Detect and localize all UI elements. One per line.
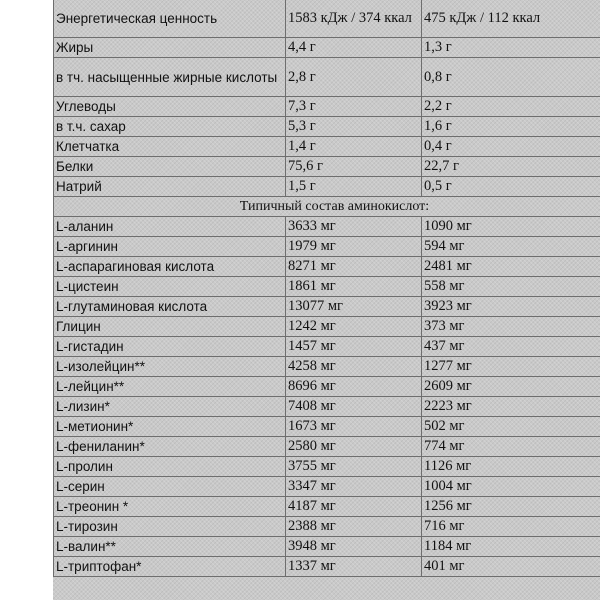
amino-acid-name: L-гистадин [54,337,286,357]
value-per-100g: 4,4 г [286,38,422,58]
table-row [54,137,600,157]
value-per-100g: 1457 мг [286,337,422,357]
table-row [54,557,600,577]
value-per-portion: 22,7 г [422,157,600,177]
amino-acid-name: L-треонин * [54,497,286,517]
value-per-100g: 2,8 г [286,58,422,97]
value-per-100g: 1979 мг [286,237,422,257]
value-per-100g: 8696 мг [286,377,422,397]
amino-acid-name: L-цистеин [54,277,286,297]
value-per-100g: 1242 мг [286,317,422,337]
value-per-portion: 475 кДж / 112 ккал [422,0,600,38]
value-per-100g: 2580 мг [286,437,422,457]
value-per-portion: 1090 мг [422,217,600,237]
value-per-portion: 1,6 г [422,117,600,137]
table-row [54,517,600,537]
table-row [54,497,600,517]
table-row [54,437,600,457]
table-row [54,457,600,477]
table-row [54,157,600,177]
amino-acid-name: L-глутаминовая кислота [54,297,286,317]
value-per-portion: 0,5 г [422,177,600,197]
table-row [54,217,600,237]
value-per-100g: 3755 мг [286,457,422,477]
value-per-portion: 1184 мг [422,537,600,557]
nutrition-table-body [54,0,600,577]
value-per-portion: 373 мг [422,317,600,337]
nutrient-name: Белки [54,157,286,177]
table-row [54,257,600,277]
amino-acid-name: L-серин [54,477,286,497]
table-row [54,297,600,317]
table-row [54,0,600,38]
table-row [54,117,600,137]
amino-acid-name: L-аспарагиновая кислота [54,257,286,277]
nutrition-table-panel [53,0,600,600]
value-per-portion: 1004 мг [422,477,600,497]
value-per-portion: 0,8 г [422,58,600,97]
amino-acid-name: Глицин [54,317,286,337]
table-row [54,337,600,357]
amino-acid-name: L-фениланин* [54,437,286,457]
nutrition-table [53,0,600,577]
value-per-portion: 3923 мг [422,297,600,317]
value-per-100g: 2388 мг [286,517,422,537]
table-row [54,397,600,417]
table-row [54,357,600,377]
table-row [54,277,600,297]
value-per-100g: 1673 мг [286,417,422,437]
table-row [54,317,600,337]
value-per-portion: 2481 мг [422,257,600,277]
value-per-100g: 1,4 г [286,137,422,157]
nutrient-name: Энергетическая ценность [54,0,286,38]
value-per-100g: 4187 мг [286,497,422,517]
value-per-100g: 3633 мг [286,217,422,237]
value-per-portion: 716 мг [422,517,600,537]
amino-acid-name: L-метионин* [54,417,286,437]
nutrient-name: Углеводы [54,97,286,117]
value-per-100g: 1,5 г [286,177,422,197]
amino-acid-name: L-пролин [54,457,286,477]
value-per-portion: 2223 мг [422,397,600,417]
value-per-100g: 1337 мг [286,557,422,577]
table-row [54,377,600,397]
value-per-portion: 2,2 г [422,97,600,117]
value-per-100g: 1861 мг [286,277,422,297]
amino-acid-name: L-лизин* [54,397,286,417]
amino-acid-name: L-лейцин** [54,377,286,397]
table-row [54,177,600,197]
value-per-100g: 8271 мг [286,257,422,277]
value-per-100g: 75,6 г [286,157,422,177]
value-per-portion: 774 мг [422,437,600,457]
value-per-portion: 558 мг [422,277,600,297]
amino-acid-name: L-тирозин [54,517,286,537]
value-per-100g: 7,3 г [286,97,422,117]
value-per-100g: 4258 мг [286,357,422,377]
value-per-100g: 3948 мг [286,537,422,557]
table-row [54,537,600,557]
amino-acid-section-header: Типичный состав аминокислот: [54,197,600,217]
value-per-portion: 0,4 г [422,137,600,157]
nutrient-name: в т.ч. сахар [54,117,286,137]
nutrient-name: Натрий [54,177,286,197]
amino-acid-name: L-валин** [54,537,286,557]
amino-acid-name: L-триптофан* [54,557,286,577]
value-per-portion: 594 мг [422,237,600,257]
value-per-100g: 7408 мг [286,397,422,417]
value-per-100g: 13077 мг [286,297,422,317]
table-row [54,58,600,97]
value-per-portion: 1126 мг [422,457,600,477]
value-per-portion: 502 мг [422,417,600,437]
table-row [54,97,600,117]
nutrient-name: в тч. насыщенные жирные кислоты [54,58,286,97]
table-row [54,477,600,497]
value-per-portion: 437 мг [422,337,600,357]
value-per-100g: 1583 кДж / 374 ккал [286,0,422,38]
section-header-row [54,197,600,217]
amino-acid-name: L-изолейцин** [54,357,286,377]
amino-acid-name: L-аргинин [54,237,286,257]
table-row [54,237,600,257]
table-row [54,417,600,437]
value-per-portion: 2609 мг [422,377,600,397]
value-per-100g: 5,3 г [286,117,422,137]
nutrient-name: Клетчатка [54,137,286,157]
value-per-portion: 1256 мг [422,497,600,517]
value-per-portion: 1277 мг [422,357,600,377]
value-per-100g: 3347 мг [286,477,422,497]
table-row [54,38,600,58]
nutrient-name: Жиры [54,38,286,58]
amino-acid-name: L-аланин [54,217,286,237]
value-per-portion: 1,3 г [422,38,600,58]
value-per-portion: 401 мг [422,557,600,577]
